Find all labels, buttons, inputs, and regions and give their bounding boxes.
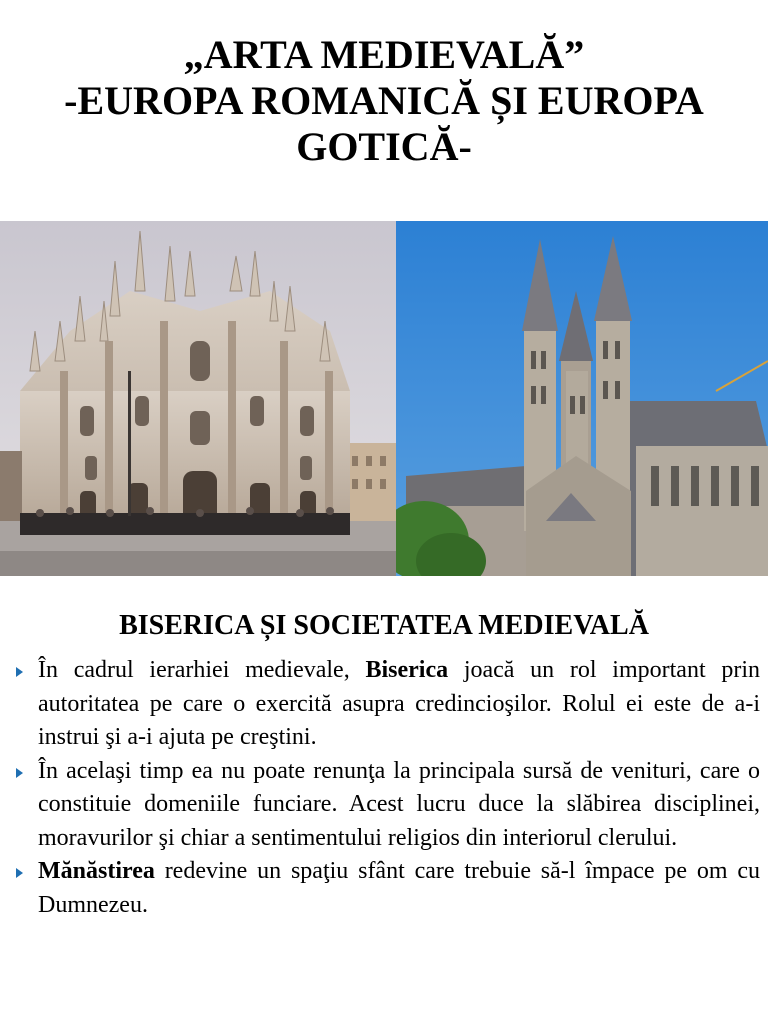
bullet-text: joacă un rol important prin autoritatea pe care o exercită asupra credincioşilor. Rolul ei este de a-i instrui şi a-i ajuta pe creştini.: [38, 657, 761, 750]
bullet-item: [16, 855, 760, 922]
bullet-item: [16, 755, 760, 856]
bullet-text: redevine un spaţiu sfânt care trebuie să-l împace pe om cu Dumnezeu.: [38, 858, 760, 918]
gothic-cathedral-photo: [0, 221, 396, 576]
bullet-arrow-icon: [16, 768, 23, 778]
bullet-bold-text: Mănăstirea: [38, 858, 155, 884]
bullet-item: [16, 654, 760, 755]
bullet-text: În acelaşi timp ea nu poate renunţa la principala sursă de venituri, care o constituie domeniile funciare. Acest lucru duce la slăbirea disciplinei, moravurilor şi chiar a sentimentului religios din interiorul clerului.: [38, 757, 760, 851]
bullet-text: În cadrul ierarhiei medievale,: [38, 657, 366, 683]
section-title: BISERICA ȘI SOCIETATEA MEDIEVALĂ: [119, 610, 649, 641]
bullet-arrow-icon: [16, 667, 23, 677]
title-line-1: „ARTA MEDIEVALĂ”: [183, 32, 585, 77]
title-line-3: GOTICĂ-: [296, 124, 472, 169]
bullet-arrow-icon: [16, 868, 23, 878]
page-title: [0, 32, 768, 170]
bullet-bold-text: Biserica: [365, 657, 449, 683]
bullet-list: [16, 654, 760, 922]
romanesque-cathedral-photo: [396, 221, 768, 576]
photo-strip: [0, 221, 768, 576]
title-line-2: -EUROPA ROMANICĂ ȘI EUROPA: [64, 78, 704, 123]
